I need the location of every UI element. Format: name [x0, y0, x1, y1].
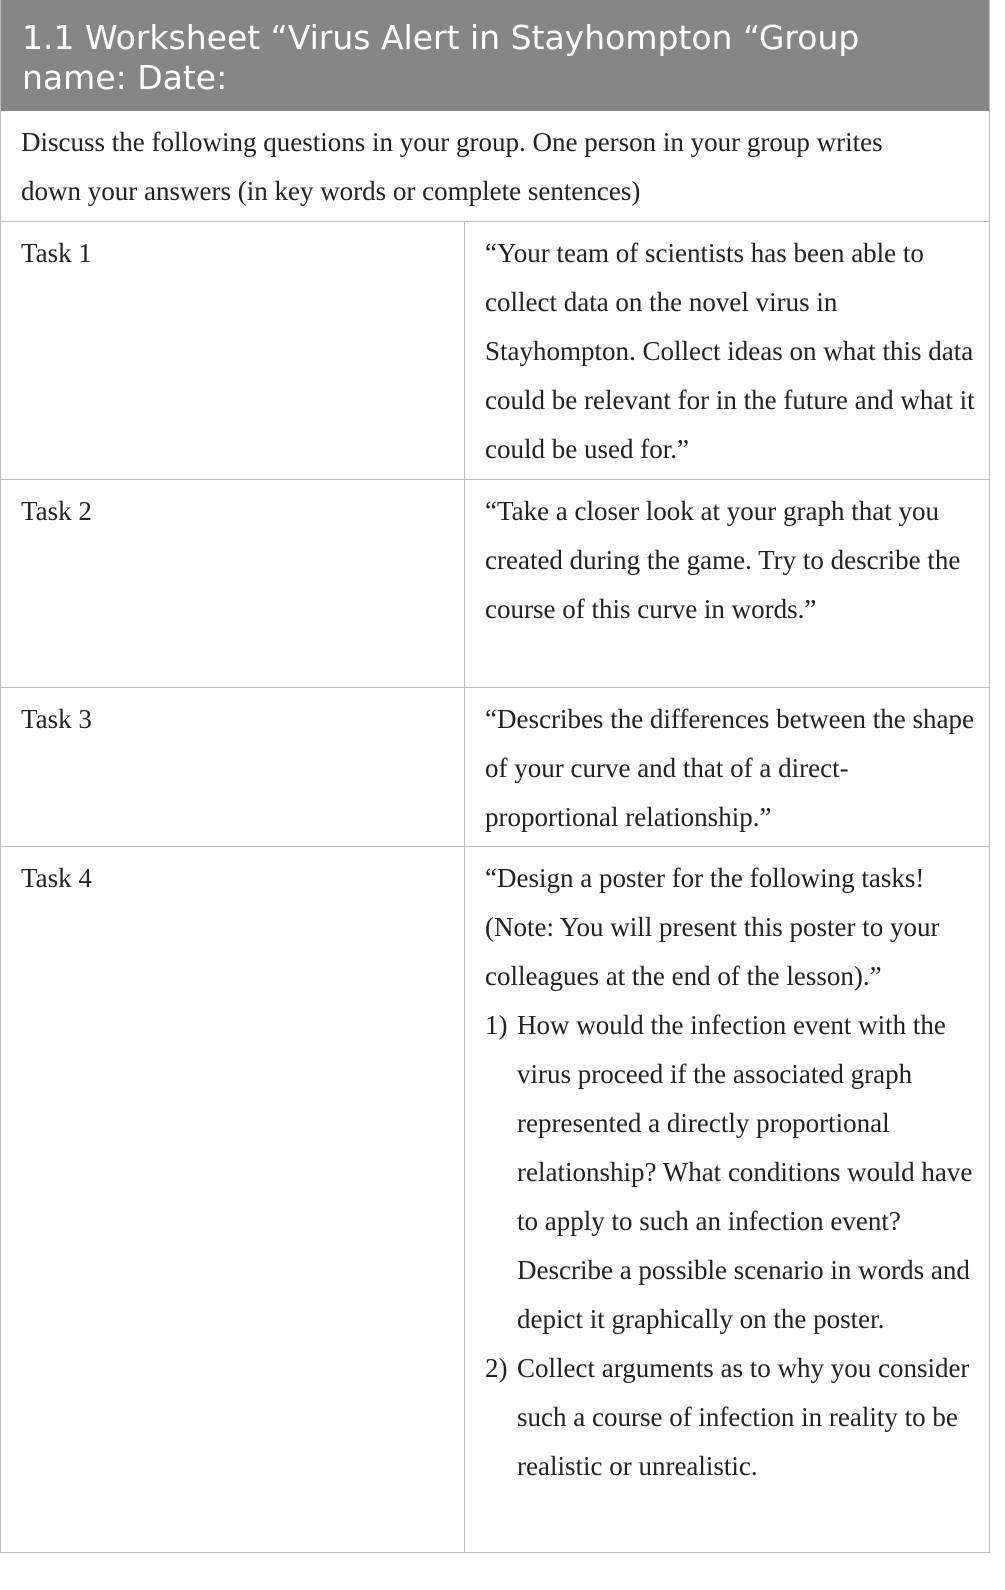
- list-item-text: Collect arguments as to why you consider such a course of infection in reality to be realistic or unrealistic.: [517, 1353, 970, 1481]
- list-item-text: How would the infection event with the virus proceed if the associated graph represented a directly proportional relationship? What conditions would have to apply to such an infection event? Describe a possible scenario in words and depict it graphically on the poster.: [517, 1010, 973, 1334]
- task-label: Task 3: [1, 688, 465, 846]
- task-row: [1, 847, 989, 1552]
- task-row: [1, 222, 989, 480]
- task-row: [1, 688, 989, 847]
- task-description: “Take a closer look at your graph that you created during the game. Try to describe the course of this curve in words.”: [485, 496, 961, 624]
- task-description-cell: [465, 847, 989, 1552]
- task-row: [1, 480, 989, 688]
- task-subitems-list: [485, 1001, 977, 1491]
- task-label: Task 2: [1, 480, 465, 687]
- task-description: “Your team of scientists has been able to collect data on the novel virus in Stayhompton. Collect ideas on what this data could be relevant for in the future and what it could be used for.”: [485, 238, 975, 464]
- task-label: Task 4: [1, 847, 465, 1552]
- task-description: “Design a poster for the following tasks! (Note: You will present this poster to your colleagues at the end of the lesson).”: [485, 863, 940, 991]
- instructions-text: Discuss the following questions in your group. One person in your group writes down your answers (in key words or complete sentences): [1, 111, 989, 222]
- list-item: [485, 1001, 977, 1344]
- list-item-number: 2): [485, 1353, 508, 1383]
- list-item: [485, 1344, 977, 1491]
- worksheet-title: 1.1 Worksheet “Virus Alert in Stayhompton “Group name: Date:: [1, 0, 989, 111]
- task-label: Task 1: [1, 222, 465, 479]
- list-item-number: 1): [485, 1010, 508, 1040]
- task-description: “Describes the differences between the shape of your curve and that of a direct-proportional relationship.”: [485, 704, 975, 832]
